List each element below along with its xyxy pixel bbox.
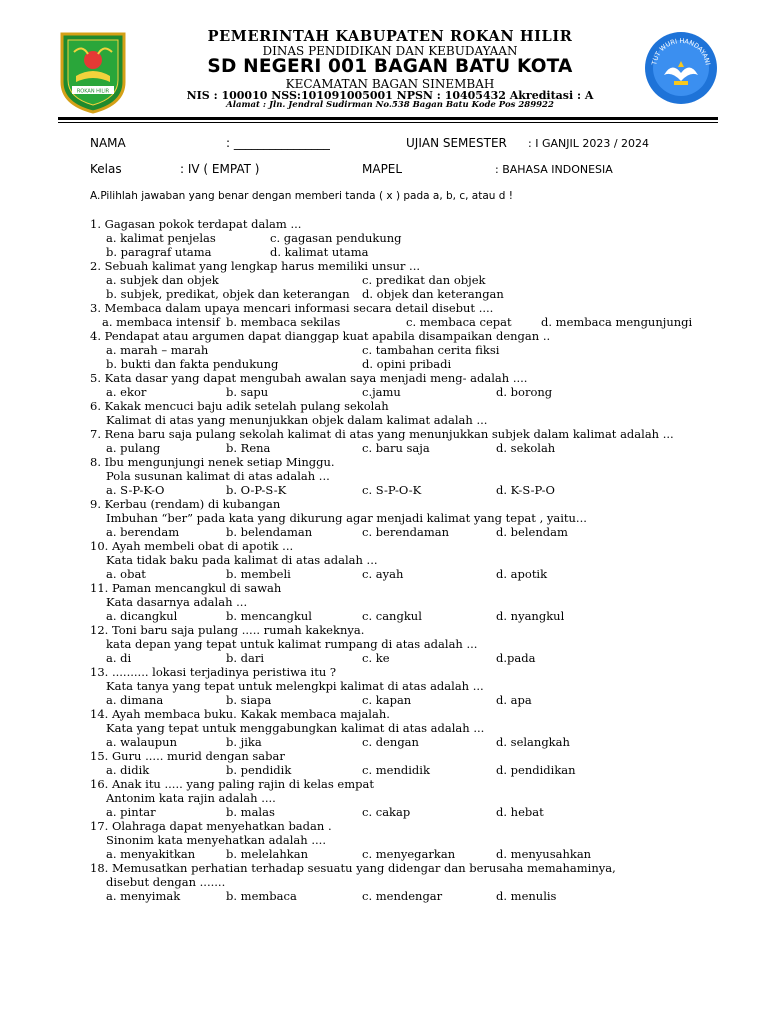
answer-option[interactable]: d. hebat	[496, 805, 544, 819]
mapel-value: : BAHASA INDONESIA	[495, 163, 613, 176]
question-prompt: Kalimat di atas yang menunjukkan objek dalam kalimat adalah ...	[106, 413, 488, 427]
question-prompt: Kata tidak baku pada kalimat di atas adalah ...	[106, 553, 378, 567]
answer-option[interactable]: d. belendam	[496, 525, 568, 539]
answer-option[interactable]: b. bukti dan fakta pendukung	[106, 357, 279, 371]
question-prompt: Antonim kata rajin adalah ....	[106, 791, 276, 805]
answer-option[interactable]: a. walaupun	[106, 735, 177, 749]
answer-option[interactable]: d. menyusahkan	[496, 847, 592, 861]
answer-option[interactable]: d. apotik	[496, 567, 548, 581]
question-prompt: Pola susunan kalimat di atas adalah ...	[106, 469, 330, 483]
nama-field[interactable]: : ________________	[226, 136, 330, 150]
question-prompt: disebut dengan .......	[106, 875, 226, 889]
answer-option[interactable]: b. pendidik	[226, 763, 292, 777]
nama-label: NAMA	[90, 136, 126, 150]
answer-option[interactable]: a. pulang	[106, 441, 161, 455]
answer-option[interactable]: b. paragraf utama	[106, 245, 212, 259]
header-department: DINAS PENDIDIKAN DAN KEBUDAYAAN	[262, 44, 518, 58]
kelas-label: Kelas	[90, 162, 122, 176]
answer-option[interactable]: b. Rena	[226, 441, 271, 455]
answer-option[interactable]: b. belendaman	[226, 525, 313, 539]
svg-text:TUT WURI HANDAYANI: TUT WURI HANDAYANI	[650, 36, 712, 66]
answer-option[interactable]: a. menyakitkan	[106, 847, 196, 861]
answer-option[interactable]: c. gagasan pendukung	[270, 231, 402, 245]
answer-option[interactable]: d. sekolah	[496, 441, 556, 455]
question-stem: 6. Kakak mencuci baju adik setelah pulang sekolah	[90, 399, 389, 413]
ujian-label: UJIAN SEMESTER	[406, 136, 507, 150]
answer-option[interactable]: d. objek dan keterangan	[362, 287, 504, 301]
header-government: PEMERINTAH KABUPATEN ROKAN HILIR	[207, 28, 573, 45]
answer-option[interactable]: a. didik	[106, 763, 150, 777]
answer-option[interactable]: b. dari	[226, 651, 265, 665]
question-prompt: kata depan yang tepat untuk kalimat rumpang di atas adalah ...	[106, 637, 478, 651]
answer-option[interactable]: b. O-P-S-K	[226, 483, 287, 497]
answer-option[interactable]: a. subjek dan objek	[106, 273, 219, 287]
answer-option[interactable]: c. S-P-O-K	[362, 483, 422, 497]
answer-option[interactable]: a. kalimat penjelas	[106, 231, 216, 245]
question-stem: 17. Olahraga dapat menyehatkan badan .	[90, 819, 332, 833]
answer-option[interactable]: c. tambahan cerita fiksi	[362, 343, 500, 357]
answer-option[interactable]: c. predikat dan objek	[362, 273, 486, 287]
question-stem: 15. Guru ..... murid dengan sabar	[90, 749, 285, 763]
answer-option[interactable]: a. dimana	[106, 693, 164, 707]
answer-option[interactable]: d. borong	[496, 385, 553, 399]
question-prompt: Imbuhan “ber” pada kata yang dikurung agar menjadi kalimat yang tepat , yaitu...	[106, 511, 587, 525]
answer-option[interactable]: c. membaca cepat	[406, 315, 512, 329]
answer-option[interactable]: a. pintar	[106, 805, 156, 819]
question-prompt: Sinonim kata menyehatkan adalah ....	[106, 833, 326, 847]
answer-option[interactable]: a. di	[106, 651, 132, 665]
question-stem: 1. Gagasan pokok terdapat dalam ...	[90, 217, 302, 231]
svg-text:ROKAN HILIR: ROKAN HILIR	[76, 88, 110, 95]
answer-option[interactable]: a. menyimak	[106, 889, 181, 903]
question-stem: 18. Memusatkan perhatian terhadap sesuatu yang didengar dan berusaha memahaminya,	[90, 861, 616, 875]
header-address: Alamat : Jln. Jendral Sudirman No.538 Bagan Batu Kode Pos 289922	[226, 100, 554, 110]
instruction-text: A.Pilihlah jawaban yang benar dengan memberi tanda ( x ) pada a, b, c, atau d !	[90, 190, 513, 202]
mapel-label: MAPEL	[362, 162, 403, 176]
answer-option[interactable]: d. menulis	[496, 889, 557, 903]
answer-option[interactable]: b. melelahkan	[226, 847, 309, 861]
answer-option[interactable]: c. berendaman	[362, 525, 450, 539]
answer-option[interactable]: d. selangkah	[496, 735, 570, 749]
question-prompt: Kata dasarnya adalah ...	[106, 595, 248, 609]
header-district: KECAMATAN BAGAN SINEMBAH	[285, 77, 495, 91]
question-stem: 16. Anak itu ..... yang paling rajin di kelas empat	[90, 777, 374, 791]
answer-option[interactable]: a. dicangkul	[106, 609, 178, 623]
kelas-value: : IV ( EMPAT )	[180, 162, 260, 176]
answer-option[interactable]: d. opini pribadi	[362, 357, 452, 371]
answer-option[interactable]: a. membaca intensif	[102, 315, 220, 329]
answer-option[interactable]: a. berendam	[106, 525, 180, 539]
answer-option[interactable]: d. pendidikan	[496, 763, 576, 777]
question-stem: 14. Ayah membaca buku. Kakak membaca majalah.	[90, 707, 390, 721]
answer-option[interactable]: c. menyegarkan	[362, 847, 456, 861]
answer-option[interactable]: d. nyangkul	[496, 609, 565, 623]
ujian-value: : I GANJIL 2023 / 2024	[528, 137, 650, 150]
question-stem: 5. Kata dasar yang dapat mengubah awalan saya menjadi meng- adalah ....	[90, 371, 528, 385]
answer-option[interactable]: c. mendengar	[362, 889, 443, 903]
answer-option[interactable]: a. ekor	[106, 385, 147, 399]
question-stem: 12. Toni baru saja pulang ..... rumah kakeknya.	[90, 623, 365, 637]
answer-option[interactable]: d. membaca mengunjungi	[541, 315, 693, 329]
question-stem: 4. Pendapat atau argumen dapat dianggap kuat apabila disampaikan dengan ..	[90, 329, 551, 343]
answer-option[interactable]: b. jika	[226, 735, 262, 749]
answer-option[interactable]: b. subjek, predikat, objek dan keterangan	[106, 287, 350, 301]
answer-option[interactable]: d. kalimat utama	[270, 245, 369, 259]
question-prompt: Kata yang tepat untuk menggabungkan kalimat di atas adalah ...	[106, 721, 485, 735]
answer-option[interactable]: b. membaca sekilas	[226, 315, 341, 329]
question-stem: 2. Sebuah kalimat yang lengkap harus memiliki unsur ...	[90, 259, 421, 273]
answer-option[interactable]: c. kapan	[362, 693, 412, 707]
answer-option[interactable]: a. S-P-K-O	[106, 483, 165, 497]
answer-option[interactable]: d. apa	[496, 693, 532, 707]
answer-option[interactable]: c. ayah	[362, 567, 404, 581]
question-stem: 10. Ayah membeli obat di apotik ...	[90, 539, 294, 553]
question-stem: 13. .......... lokasi terjadinya peristiwa itu ?	[90, 665, 337, 679]
header-school-ids: NIS : 100010 NSS:101091005001 NPSN : 10405432 Akreditasi : A	[186, 89, 594, 102]
question-stem: 9. Kerbau (rendam) di kubangan	[90, 497, 281, 511]
answer-option[interactable]: c. dengan	[362, 735, 419, 749]
answer-option[interactable]: a. obat	[106, 567, 146, 581]
question-stem: 3. Membaca dalam upaya mencari informasi secara detail disebut ....	[90, 301, 494, 315]
question-stem: 11. Paman mencangkul di sawah	[90, 581, 282, 595]
answer-option[interactable]: c. baru saja	[362, 441, 430, 455]
header-school-name: SD NEGERI 001 BAGAN BATU KOTA	[207, 56, 573, 77]
answer-option[interactable]: b. sapu	[226, 385, 269, 399]
answer-option[interactable]: b. membeli	[226, 567, 291, 581]
question-stem: 7. Rena baru saja pulang sekolah kalimat di atas yang menunjukkan subjek dalam kalimat adalah ...	[90, 427, 674, 441]
answer-option[interactable]: b. malas	[226, 805, 275, 819]
question-prompt: Kata tanya yang tepat untuk melengkpi kalimat di atas adalah ...	[106, 679, 484, 693]
answer-option[interactable]: c. mendidik	[362, 763, 430, 777]
answer-option[interactable]: c. cangkul	[362, 609, 422, 623]
answer-option[interactable]: d.pada	[496, 651, 536, 665]
answer-option[interactable]: c.jamu	[362, 385, 401, 399]
question-stem: 8. Ibu mengunjungi nenek setiap Minggu.	[90, 455, 335, 469]
answer-option[interactable]: b. siapa	[226, 693, 272, 707]
answer-option[interactable]: c. cakap	[362, 805, 411, 819]
answer-option[interactable]: b. membaca	[226, 889, 297, 903]
answer-option[interactable]: b. mencangkul	[226, 609, 312, 623]
answer-option[interactable]: a. marah – marah	[106, 343, 209, 357]
answer-option[interactable]: d. K-S-P-O	[496, 483, 555, 497]
answer-option[interactable]: c. ke	[362, 651, 390, 665]
